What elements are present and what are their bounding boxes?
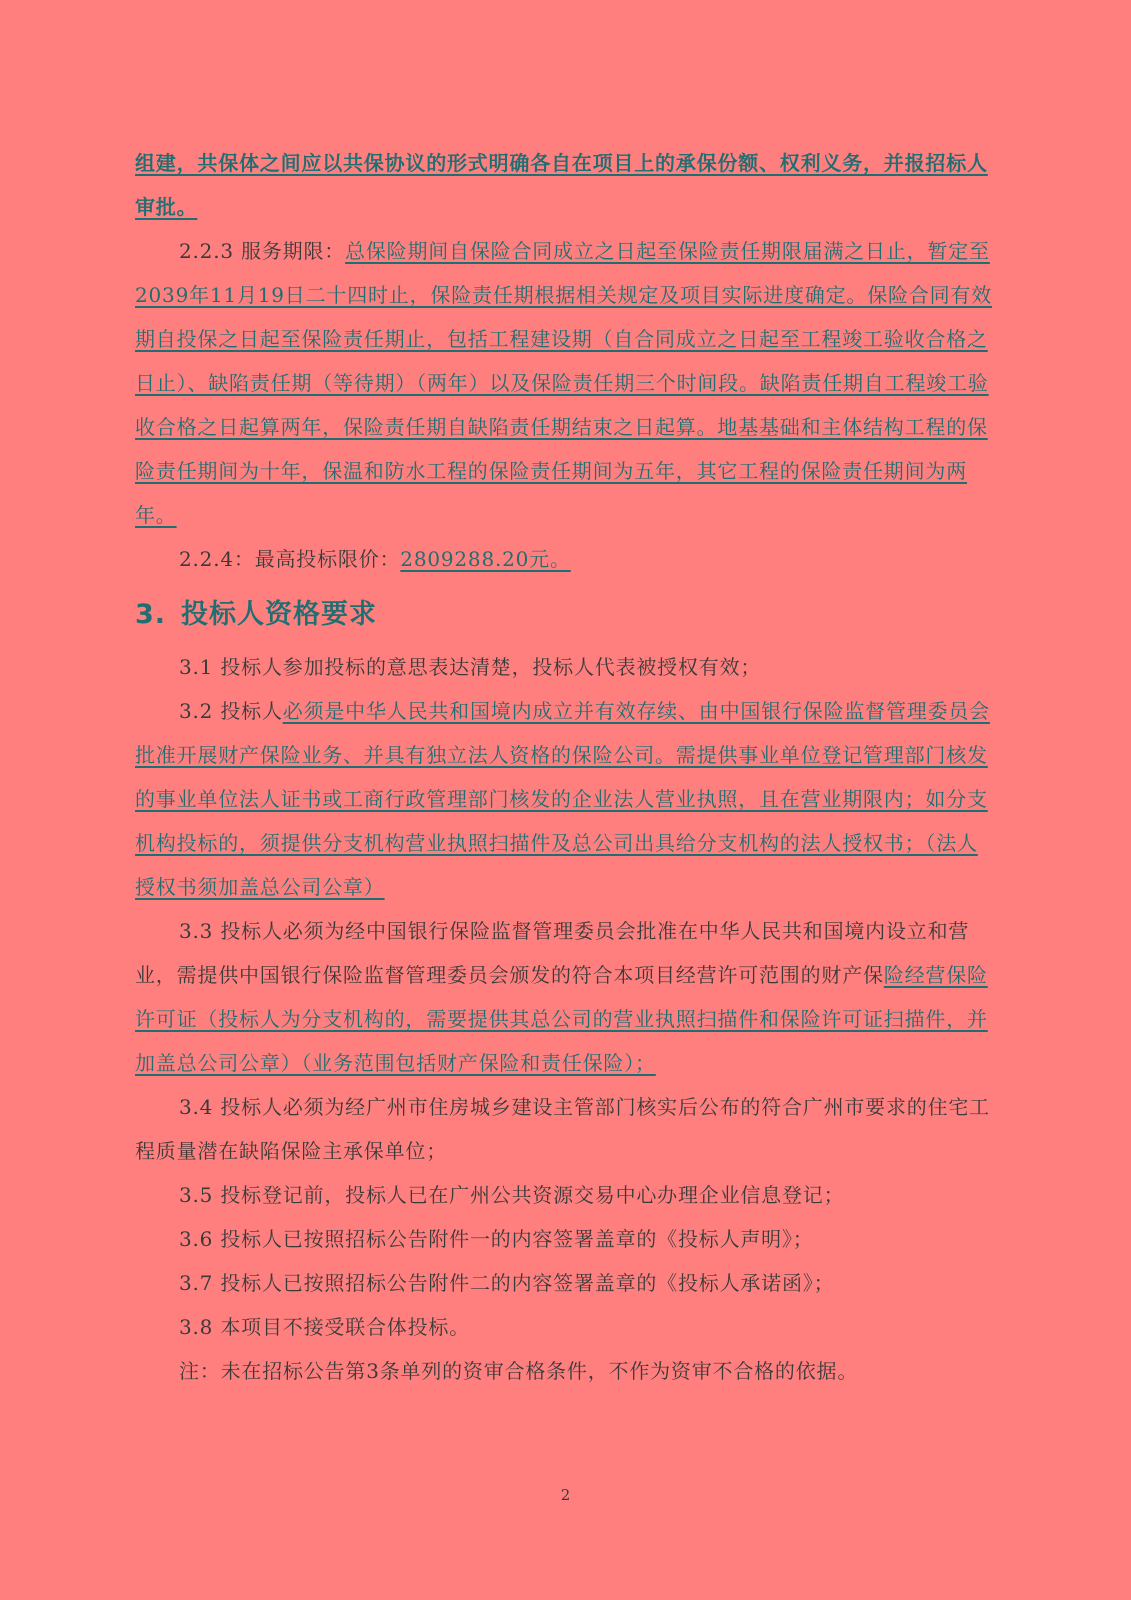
requirement-text: 3.4 投标人必须为经广州市住房城乡建设主管部门核实后公布的符合广州市要求的住宅工程质量潜在缺陷保险主承保单位；: [135, 1095, 990, 1163]
requirement-3-3: [135, 909, 997, 1085]
requirement-3-7: [135, 1261, 997, 1305]
requirement-text: 3.7 投标人已按照招标公告附件二的内容签署盖章的《投标人承诺函》；: [179, 1271, 835, 1295]
requirement-text: 3.3 投标人必须为经中国银行保险监督管理委员会批准在中华人民共和国境内设立和营业，需提供中国银行保险监督管理委员会颁发的符合本项目经营许可范围的财产保: [135, 919, 970, 987]
service-period-paragraph: [135, 229, 997, 537]
max-bid-price-label: 2.2.4：最高投标限价：: [179, 547, 401, 571]
max-bid-price-value: 2809288.20元。: [400, 547, 571, 571]
requirement-3-8: [135, 1305, 997, 1349]
requirement-underlined-text: 险经营保险许可证（投标人为分支机构的，需要提供其总公司的营业执照扫描件和保险许可证扫描件，并加盖总公司公章）（业务范围包括财产保险和责任保险）；: [135, 963, 988, 1075]
requirement-3-4: [135, 1085, 997, 1173]
section-number: 3.: [135, 599, 167, 630]
section-title: 投标人资格要求: [181, 599, 377, 630]
requirement-underlined-text: 必须是中华人民共和国境内成立并有效存续、由中国银行保险监督管理委员会批准开展财产保险业务、并具有独立法人资格的保险公司。需提供事业单位登记管理部门核发的事业单位法人证书或工商行政管理部门核发的企业法人营业执照，且在营业期限内；如分支机构投标的，须提供分支机构营业执照扫描件及总公司出具给分支机构的法人授权书；（法人授权书须加盖总公司公章）: [135, 699, 990, 899]
requirement-text: 3.1 投标人参加投标的意思表达清楚，投标人代表被授权有效；: [179, 655, 762, 679]
requirement-3-5: [135, 1173, 997, 1217]
requirement-label: 3.2 投标人: [179, 699, 283, 723]
section-heading: [135, 589, 997, 641]
requirement-text: 3.8 本项目不接受联合体投标。: [179, 1315, 470, 1339]
requirement-text: 3.5 投标登记前，投标人已在广州公共资源交易中心办理企业信息登记；: [179, 1183, 845, 1207]
service-period-label: 2.2.3 服务期限：: [179, 239, 346, 263]
max-bid-price-paragraph: [135, 537, 997, 581]
continued-paragraph: [135, 141, 997, 229]
qualification-note: [135, 1349, 997, 1393]
requirement-3-1: [135, 645, 997, 689]
co-insurance-text: 组建，共保体之间应以共保协议的形式明确各自在项目上的承保份额、权利义务，并报招标人审批。: [135, 151, 988, 219]
note-text: 注：未在招标公告第3条单列的资审合格条件，不作为资审不合格的依据。: [179, 1359, 859, 1383]
page-number: 2: [560, 1486, 571, 1504]
service-period-text: 总保险期间自保险合同成立之日起至保险责任期限届满之日止，暂定至2039年11月19日二十四时止，保险责任期根据相关规定及项目实际进度确定。保险合同有效期自投保之日起至保险责任期止，包括工程建设期（自合同成立之日起至工程竣工验收合格之日止）、缺陷责任期（等待期）（两年）以及保险责任期三个时间段。缺陷责任期自工程竣工验收合格之日起算两年，保险责任期自缺陷责任期结束之日起算。地基基础和主体结构工程的保险责任期间为十年，保温和防水工程的保险责任期间为五年，其它工程的保险责任期间为两年。: [135, 239, 992, 527]
page-content: [135, 141, 997, 1393]
requirement-3-6: [135, 1217, 997, 1261]
requirement-text: 3.6 投标人已按照招标公告附件一的内容签署盖章的《投标人声明》；: [179, 1227, 814, 1251]
requirement-3-2: [135, 689, 997, 909]
